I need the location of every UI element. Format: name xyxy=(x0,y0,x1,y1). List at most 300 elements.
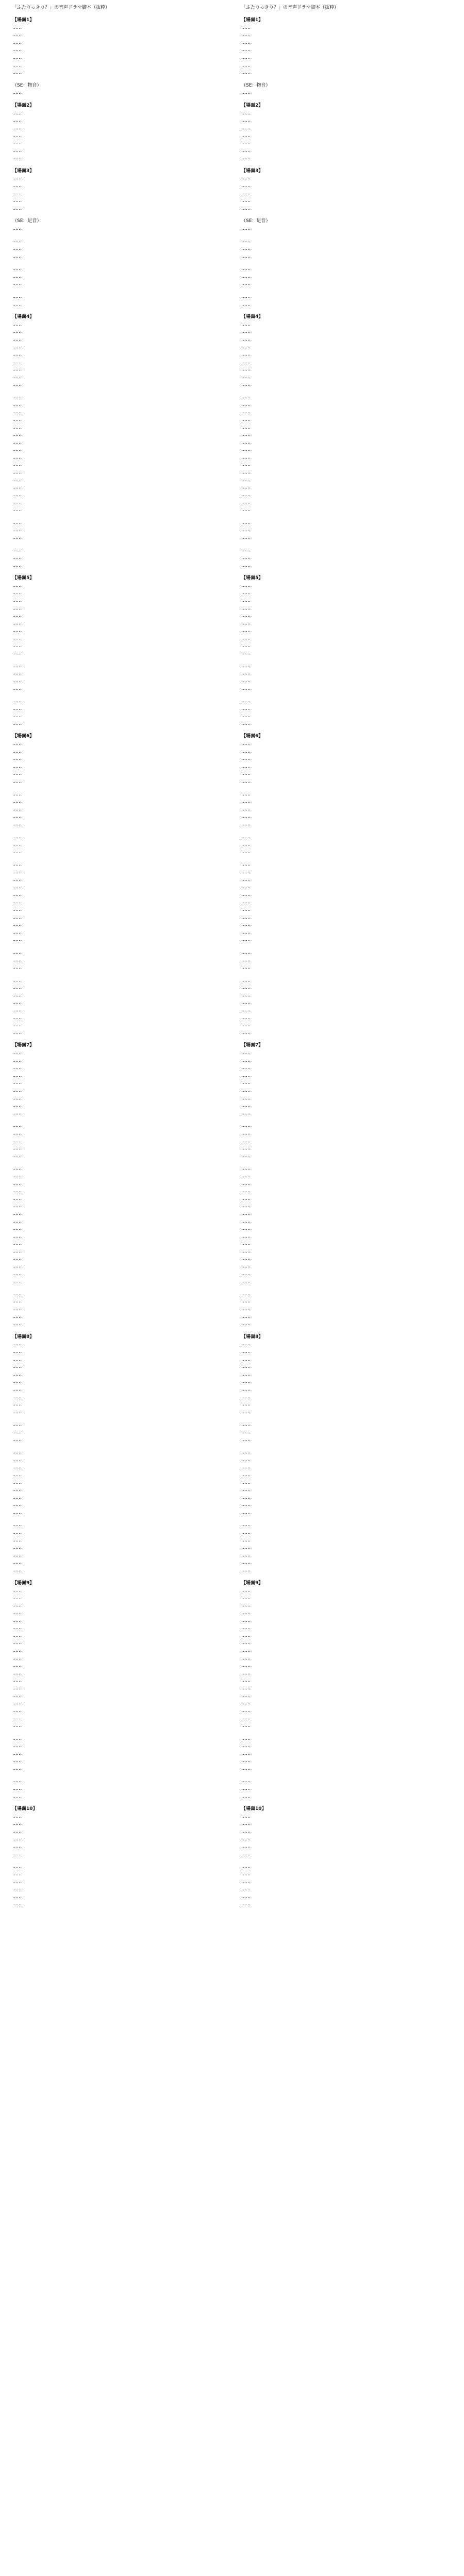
script-line: …… xyxy=(12,764,22,769)
script-line: …… xyxy=(241,1530,251,1536)
block-gap xyxy=(12,1444,229,1449)
script-line: …… xyxy=(12,1708,22,1714)
script-line: …… xyxy=(12,1872,22,1877)
script-line: …… xyxy=(241,253,251,259)
script-line: …… xyxy=(12,374,22,380)
script-line: …… xyxy=(241,1058,251,1063)
script-line: （SE：物音） xyxy=(241,82,271,88)
script-line: …… xyxy=(12,1894,22,1900)
script-line: …… xyxy=(241,1522,251,1528)
script-line: …… xyxy=(241,1371,251,1377)
block-gap xyxy=(241,692,458,698)
script-line: …… xyxy=(241,605,251,611)
script-line: …… xyxy=(12,583,22,588)
script-line: …… xyxy=(241,1123,251,1129)
script-line: …… xyxy=(12,699,22,704)
block-gap xyxy=(12,786,229,791)
script-line: …… xyxy=(12,1633,22,1638)
block-gap xyxy=(241,232,458,238)
script-line: …… xyxy=(241,583,251,588)
script-line: …… xyxy=(241,1050,251,1056)
script-line: …… xyxy=(12,628,22,634)
script-line: …… xyxy=(241,40,251,45)
script-line: …… xyxy=(12,779,22,785)
script-line: …… xyxy=(12,477,22,483)
script-line: （SE：足音） xyxy=(12,218,42,224)
script-line: …… xyxy=(12,118,22,124)
block-gap xyxy=(12,162,229,167)
script-line: …… xyxy=(241,1110,251,1116)
script-line: …… xyxy=(12,1701,22,1706)
script-line: …… xyxy=(241,1279,251,1284)
script-line: …… xyxy=(241,462,251,468)
script-line: …… xyxy=(241,110,251,116)
script-line: …… xyxy=(12,1821,22,1827)
script-line: …… xyxy=(241,402,251,408)
scene-heading: 【場面8】 xyxy=(12,1334,35,1340)
script-line: …… xyxy=(241,1723,251,1728)
script-line: …… xyxy=(12,32,22,38)
script-line: …… xyxy=(241,1173,251,1179)
script-line: …… xyxy=(12,1349,22,1354)
script-line: …… xyxy=(241,1264,251,1269)
script-line: …… xyxy=(12,1189,22,1194)
script-line: …… xyxy=(12,1879,22,1885)
script-line: …… xyxy=(12,410,22,415)
script-line: …… xyxy=(241,779,251,785)
block-gap xyxy=(241,1416,458,1421)
script-line: …… xyxy=(12,1248,22,1254)
block-gap xyxy=(12,692,229,698)
block-gap xyxy=(12,232,229,238)
script-line: …… xyxy=(241,352,251,358)
script-line: …… xyxy=(12,1204,22,1209)
left-document-title: 「ふたりっきり？」の音声ドラマ脚本（抜粋） xyxy=(12,5,110,10)
script-line: …… xyxy=(241,344,251,350)
script-line: …… xyxy=(12,1588,22,1594)
script-line: …… xyxy=(12,842,22,848)
script-line: …… xyxy=(241,477,251,483)
script-line: …… xyxy=(12,1095,22,1101)
script-line: …… xyxy=(12,1000,22,1006)
script-line: …… xyxy=(241,1211,251,1216)
script-line: …… xyxy=(12,402,22,408)
script-line: …… xyxy=(12,937,22,943)
script-line: …… xyxy=(12,417,22,422)
script-line: …… xyxy=(12,1595,22,1601)
script-line: …… xyxy=(241,1545,251,1551)
script-line: …… xyxy=(12,907,22,912)
scene-heading: 【場面7】 xyxy=(241,1043,263,1048)
script-line: …… xyxy=(12,1530,22,1536)
script-line: …… xyxy=(241,1008,251,1013)
script-line: …… xyxy=(12,1693,22,1699)
script-line: …… xyxy=(241,125,251,131)
script-line: …… xyxy=(241,432,251,438)
script-line: …… xyxy=(12,814,22,820)
script-line: …… xyxy=(12,548,22,553)
script-line: …… xyxy=(241,520,251,526)
script-line: …… xyxy=(241,555,251,561)
script-line: …… xyxy=(241,1829,251,1835)
scene-heading: 【場面1】 xyxy=(241,18,263,23)
script-line: …… xyxy=(241,563,251,568)
script-line: …… xyxy=(12,1537,22,1543)
script-line: …… xyxy=(12,485,22,490)
script-line: …… xyxy=(241,1138,251,1144)
script-line: …… xyxy=(241,410,251,415)
script-line: …… xyxy=(241,950,251,955)
script-line: …… xyxy=(241,1233,251,1239)
script-line: …… xyxy=(241,1588,251,1594)
script-line: …… xyxy=(241,900,251,905)
scene-heading: 【場面2】 xyxy=(12,103,35,108)
script-line: …… xyxy=(12,528,22,533)
script-line: …… xyxy=(12,62,22,68)
script-line: …… xyxy=(241,47,251,53)
script-line: …… xyxy=(12,246,22,252)
script-line: …… xyxy=(241,1708,251,1714)
script-line: …… xyxy=(241,1321,251,1327)
block-gap xyxy=(241,288,458,293)
script-line: …… xyxy=(12,1560,22,1566)
script-line: …… xyxy=(12,806,22,812)
block-gap xyxy=(12,1037,229,1042)
script-line: …… xyxy=(241,382,251,387)
script-line: …… xyxy=(241,885,251,890)
script-line: …… xyxy=(241,1778,251,1784)
script-line: …… xyxy=(241,1836,251,1842)
block-gap xyxy=(12,97,229,102)
script-line: …… xyxy=(241,651,251,656)
script-line: …… xyxy=(241,1670,251,1676)
block-gap xyxy=(12,972,229,977)
script-line: …… xyxy=(241,176,251,181)
script-line: …… xyxy=(241,1386,251,1392)
block-gap xyxy=(241,786,458,791)
script-line: …… xyxy=(12,140,22,146)
script-line: …… xyxy=(241,892,251,897)
script-line: …… xyxy=(12,1058,22,1063)
script-line: …… xyxy=(12,500,22,505)
script-line: …… xyxy=(241,1248,251,1254)
script-line: …… xyxy=(12,156,22,161)
script-line: …… xyxy=(241,1342,251,1347)
script-line: （SE：物音） xyxy=(12,82,42,88)
script-line: …… xyxy=(241,1887,251,1892)
scene-heading: 【場面3】 xyxy=(241,168,263,174)
script-line: …… xyxy=(12,1307,22,1312)
script-line: …… xyxy=(241,1422,251,1428)
script-line: …… xyxy=(241,1189,251,1194)
script-line: …… xyxy=(241,1716,251,1721)
script-line: …… xyxy=(12,635,22,641)
script-line: …… xyxy=(12,686,22,691)
script-line: …… xyxy=(12,1256,22,1262)
script-line: …… xyxy=(241,907,251,912)
script-line: …… xyxy=(12,900,22,905)
script-line: …… xyxy=(12,1472,22,1478)
script-line: …… xyxy=(241,686,251,691)
block-gap xyxy=(241,856,458,861)
script-line: …… xyxy=(12,176,22,181)
script-line: …… xyxy=(241,1146,251,1151)
scene-heading: 【場面9】 xyxy=(241,1580,263,1586)
script-line: …… xyxy=(12,1364,22,1370)
script-line: …… xyxy=(12,1181,22,1187)
script-line: …… xyxy=(241,470,251,476)
script-line: …… xyxy=(12,191,22,196)
script-line: …… xyxy=(12,1065,22,1071)
script-line: …… xyxy=(241,643,251,649)
block-gap xyxy=(12,1772,229,1777)
script-line: …… xyxy=(12,598,22,603)
script-line: …… xyxy=(12,198,22,204)
script-line: …… xyxy=(241,1766,251,1771)
block-gap xyxy=(12,569,229,574)
script-line: …… xyxy=(12,1103,22,1109)
script-line: …… xyxy=(12,535,22,540)
script-line: …… xyxy=(12,1110,22,1116)
script-line: …… xyxy=(241,191,251,196)
script-line: …… xyxy=(12,1023,22,1028)
scene-heading: 【場面6】 xyxy=(241,734,263,739)
script-line: …… xyxy=(241,834,251,840)
script-line: …… xyxy=(241,628,251,634)
script-line: …… xyxy=(12,253,22,259)
script-line: …… xyxy=(241,25,251,30)
script-line: …… xyxy=(241,183,251,189)
script-line: …… xyxy=(241,274,251,279)
script-line: …… xyxy=(12,1379,22,1385)
block-gap xyxy=(12,1516,229,1521)
script-line: …… xyxy=(12,620,22,626)
script-line: …… xyxy=(241,1678,251,1684)
script-line: …… xyxy=(12,1371,22,1377)
script-line: …… xyxy=(12,678,22,684)
script-line: …… xyxy=(12,799,22,805)
script-line: …… xyxy=(12,741,22,747)
block-gap xyxy=(241,1908,458,1913)
script-line: …… xyxy=(12,133,22,139)
script-line: …… xyxy=(241,425,251,430)
scene-heading: 【場面8】 xyxy=(241,1334,263,1340)
script-line: …… xyxy=(241,1314,251,1319)
script-line: …… xyxy=(241,714,251,719)
script-line: …… xyxy=(12,1299,22,1304)
block-gap xyxy=(241,1160,458,1165)
block-gap xyxy=(241,308,458,313)
right-column xyxy=(241,4,458,1913)
script-line: …… xyxy=(241,500,251,505)
block-gap xyxy=(241,1037,458,1042)
script-line: …… xyxy=(241,447,251,453)
block-gap xyxy=(241,1574,458,1580)
script-line: …… xyxy=(241,965,251,971)
script-line: …… xyxy=(12,1829,22,1835)
script-line: …… xyxy=(241,1153,251,1159)
script-line: …… xyxy=(241,492,251,498)
script-line: …… xyxy=(241,1218,251,1224)
script-line: …… xyxy=(12,563,22,568)
script-line: …… xyxy=(12,1088,22,1093)
script-line: …… xyxy=(12,1545,22,1551)
script-line: …… xyxy=(241,367,251,372)
block-gap xyxy=(12,727,229,733)
script-line: …… xyxy=(12,321,22,327)
script-line: …… xyxy=(12,1314,22,1319)
script-line: …… xyxy=(12,885,22,890)
script-line: …… xyxy=(241,849,251,855)
script-line: …… xyxy=(12,791,22,797)
script-line: …… xyxy=(241,1030,251,1036)
script-line: …… xyxy=(12,1386,22,1392)
block-gap xyxy=(12,1858,229,1863)
script-line: …… xyxy=(241,1480,251,1485)
left-column-body xyxy=(12,16,229,1913)
script-line: …… xyxy=(12,671,22,676)
script-line: …… xyxy=(12,447,22,453)
script-line: …… xyxy=(12,1279,22,1284)
script-line: …… xyxy=(12,1480,22,1485)
script-line: …… xyxy=(12,1743,22,1749)
block-gap xyxy=(241,1285,458,1291)
script-line: …… xyxy=(241,721,251,726)
script-line: …… xyxy=(12,1640,22,1646)
block-gap xyxy=(241,1328,458,1333)
block-gap xyxy=(12,1574,229,1580)
block-gap xyxy=(241,944,458,949)
script-line: …… xyxy=(12,1123,22,1129)
script-line: …… xyxy=(12,892,22,897)
script-line: …… xyxy=(12,1670,22,1676)
script-line: …… xyxy=(12,1786,22,1792)
script-line: …… xyxy=(241,977,251,983)
script-line: …… xyxy=(241,1095,251,1101)
script-line: …… xyxy=(12,605,22,611)
script-line: …… xyxy=(12,125,22,131)
script-line: …… xyxy=(12,613,22,619)
block-gap xyxy=(241,212,458,217)
script-line: …… xyxy=(241,1394,251,1400)
script-line: …… xyxy=(241,1693,251,1699)
script-line: …… xyxy=(241,1663,251,1669)
block-gap xyxy=(12,308,229,313)
script-line: …… xyxy=(12,1844,22,1850)
block-gap xyxy=(12,212,229,217)
script-line: …… xyxy=(241,1821,251,1827)
scene-heading: 【場面3】 xyxy=(12,168,35,174)
block-gap xyxy=(12,856,229,861)
script-line: …… xyxy=(12,1887,22,1892)
script-line: …… xyxy=(12,301,22,307)
script-line: …… xyxy=(241,198,251,204)
script-line: …… xyxy=(241,1130,251,1136)
script-line: …… xyxy=(12,520,22,526)
script-line: …… xyxy=(241,1595,251,1601)
block-gap xyxy=(241,828,458,834)
scene-heading: 【場面4】 xyxy=(12,314,35,320)
script-line: …… xyxy=(241,1196,251,1201)
script-line: …… xyxy=(241,814,251,820)
script-line: …… xyxy=(12,1793,22,1799)
script-line: …… xyxy=(241,862,251,868)
block-gap xyxy=(241,1772,458,1777)
script-line: …… xyxy=(241,1065,251,1071)
script-line: …… xyxy=(241,246,251,252)
script-line: …… xyxy=(241,1256,251,1262)
script-line: …… xyxy=(241,535,251,540)
script-line: …… xyxy=(12,914,22,920)
script-line: …… xyxy=(241,992,251,998)
script-line: …… xyxy=(241,1226,251,1232)
script-line: …… xyxy=(12,40,22,45)
script-line: …… xyxy=(241,417,251,422)
script-line: …… xyxy=(241,1701,251,1706)
script-line: …… xyxy=(241,1625,251,1631)
block-gap xyxy=(241,1730,458,1735)
script-line: …… xyxy=(241,62,251,68)
script-line: …… xyxy=(241,70,251,76)
script-line: …… xyxy=(12,462,22,468)
script-line: …… xyxy=(12,1736,22,1741)
block-gap xyxy=(241,727,458,733)
block-gap xyxy=(12,1730,229,1735)
script-line: …… xyxy=(241,1611,251,1616)
left-column xyxy=(12,4,229,1913)
script-line: …… xyxy=(12,1226,22,1232)
script-line: …… xyxy=(241,1349,251,1354)
script-line: …… xyxy=(12,70,22,76)
script-line: …… xyxy=(12,1522,22,1528)
script-line: …… xyxy=(12,1716,22,1721)
script-line: …… xyxy=(241,140,251,146)
script-line: …… xyxy=(241,321,251,327)
script-line: …… xyxy=(241,1437,251,1443)
script-line: …… xyxy=(241,1181,251,1187)
script-line: …… xyxy=(241,706,251,711)
script-line: …… xyxy=(241,1364,251,1370)
block-gap xyxy=(12,1285,229,1291)
script-line: …… xyxy=(241,869,251,875)
block-gap xyxy=(12,514,229,519)
script-line: …… xyxy=(12,1422,22,1428)
scene-heading: 【場面1】 xyxy=(12,18,35,23)
block-gap xyxy=(241,541,458,547)
script-line: …… xyxy=(12,1648,22,1653)
script-line: …… xyxy=(241,1793,251,1799)
script-line: …… xyxy=(241,374,251,380)
scene-heading: 【場面10】 xyxy=(241,1806,267,1812)
script-line: …… xyxy=(12,1218,22,1224)
script-line: …… xyxy=(241,1618,251,1623)
script-line: …… xyxy=(12,352,22,358)
script-line: …… xyxy=(241,1495,251,1500)
script-line: …… xyxy=(241,32,251,38)
script-line: …… xyxy=(12,25,22,30)
script-line: …… xyxy=(241,1751,251,1756)
script-line: …… xyxy=(241,1487,251,1493)
script-line: …… xyxy=(241,294,251,299)
script-line: …… xyxy=(241,1568,251,1573)
script-line: …… xyxy=(241,1000,251,1006)
script-line: …… xyxy=(12,1409,22,1415)
script-line: …… xyxy=(12,1625,22,1631)
block-gap xyxy=(12,1117,229,1122)
script-line: …… xyxy=(12,329,22,335)
script-line: …… xyxy=(12,492,22,498)
script-line: …… xyxy=(12,226,22,231)
